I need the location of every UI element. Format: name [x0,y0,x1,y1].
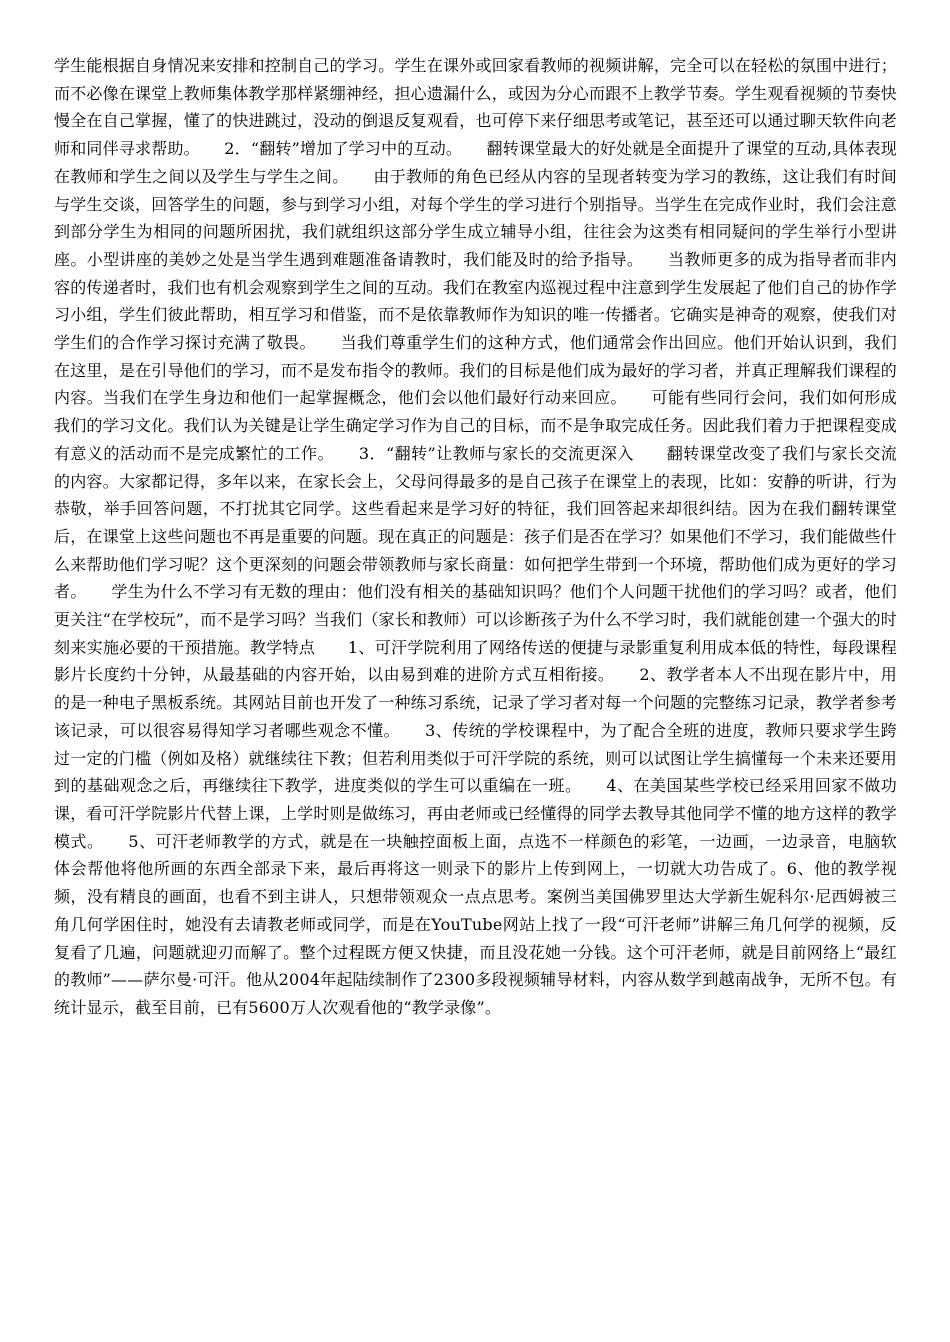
body-paragraph: 学生能根据自身情况来安排和控制自己的学习。学生在课外或回家看教师的视频讲解，完全可以在轻松的氛围中进行；而不必像在课堂上教师集体教学那样紧绷神经，担心遗漏什么，或因为分心而跟不上教学节奏。学生观看视频的节奏快慢全在自己掌握，懂了的快进跳过，没动的倒退反复观看，也可停下来仔细思考或笔记，甚至还可以通过聊天软件向老师和同伴寻求帮助。 2．“翻转”增加了学习中的互动。 翻转课堂最大的好处就是全面提升了课堂的互动,具体表现在教师和学生之间以及学生与学生之间。 由于教师的角色已经从内容的呈现者转变为学习的教练，这让我们有时间与学生交谈，回答学生的问题，参与到学习小组，对每个学生的学习进行个别指导。当学生在完成作业时，我们会注意到部分学生为相同的问题所困扰，我们就组织这部分学生成立辅导小组，往往会为这类有相同疑问的学生举行小型讲座。小型讲座的美妙之处是当学生遇到难题准备请教时，我们能及时的给予指导。 当教师更多的成为指导者而非内容的传递者时，我们也有机会观察到学生之间的互动。我们在教室内巡视过程中注意到学生发展起了他们自己的协作学习小组，学生们彼此帮助，相互学习和借鉴，而不是依靠教师作为知识的唯一传播者。它确实是神奇的观察，使我们对学生们的合作学习探讨充满了敬畏。 当我们尊重学生们的这种方式，他们通常会作出回应。他们开始认识到，我们在这里，是在引导他们的学习，而不是发布指令的教师。我们的目标是他们成为最好的学习者，并真正理解我们课程的内容。当我们在学生身边和他们一起掌握概念，他们会以他们最好行动来回应。 可能有些同行会问，我们如何形成我们的学习文化。我们认为关键是让学生确定学习作为自己的目标，而不是争取完成任务。因此我们着力于把课程变成有意义的活动而不是完成繁忙的工作。 3．“翻转”让教师与家长的交流更深入 翻转课堂改变了我们与家长交流的内容。大家都记得，多年以来，在家长会上，父母问得最多的是自己孩子在课堂上的表现，比如：安静的听讲，行为恭敬，举手回答问题，不打扰其它同学。这些看起来是学习好的特征，我们回答起来却很纠结。因为在我们翻转课堂后，在课堂上这些问题也不再是重要的问题。现在真正的问题是：孩子们是否在学习？如果他们不学习，我们能做些什么来帮助他们学习呢？这个更深刻的问题会带领教师与家长商量：如何把学生带到一个环境，帮助他们成为更好的学习者。 学生为什么不学习有无数的理由：他们没有相关的基础知识吗？他们个人问题干扰他们的学习吗？或者，他们更关注“在学校玩”，而不是学习吗？当我们（家长和教师）可以诊断孩子为什么不学习时，我们就能创建一个强大的时刻来实施必要的干预措施。教学特点 1、可汗学院利用了网络传送的便捷与录影重复利用成本低的特性，每段课程影片长度约十分钟，从最基础的内容开始，以由易到难的进阶方式互相衔接。 2、教学者本人不出现在影片中，用的是一种电子黑板系统。其网站目前也开发了一种练习系统，记录了学习者对每一个问题的完整练习记录，教学者参考该记录，可以很容易得知学习者哪些观念不懂。 3、传统的学校课程中，为了配合全班的进度，教师只要求学生跨过一定的门槛（例如及格）就继续往下教；但若利用类似于可汗学院的系统，则可以试图让学生搞懂每一个未来还要用到的基础观念之后，再继续往下教学，进度类似的学生可以重编在一班。 4、在美国某些学校已经采用回家不做功课，看可汗学院影片代替上课，上学时则是做练习，再由老师或已经懂得的同学去教导其他同学不懂的地方这样的教学模式。 5、可汗老师教学的方式，就是在一块触控面板上面，点选不一样颜色的彩笔，一边画，一边录音，电脑软体会帮他将他所画的东西全部录下来，最后再将这一则录下的影片上传到网上，一切就大功告成了。6、他的教学视频，没有精良的画面，也看不到主讲人，只想带领观众一点点思考。案例当美国佛罗里达大学新生妮科尔·尼西姆被三角几何学困住时，她没有去请教老师或同学，而是在YouTube网站上找了一段“可汗老师”讲解三角几何学的视频，反复看了几遍，问题就迎刃而解了。整个过程既方便又快捷，而且没花她一分钱。这个可汗老师，就是目前网络上“最红的教师”——萨尔曼·可汗。他从2004年起陆续制作了2300多段视频辅导材料，内容从数学到越南战争，无所不包。有统计显示，截至目前，已有5600万人次观看他的“教学录像”。 [54,56,897,1017]
document-page [54,52,897,1022]
